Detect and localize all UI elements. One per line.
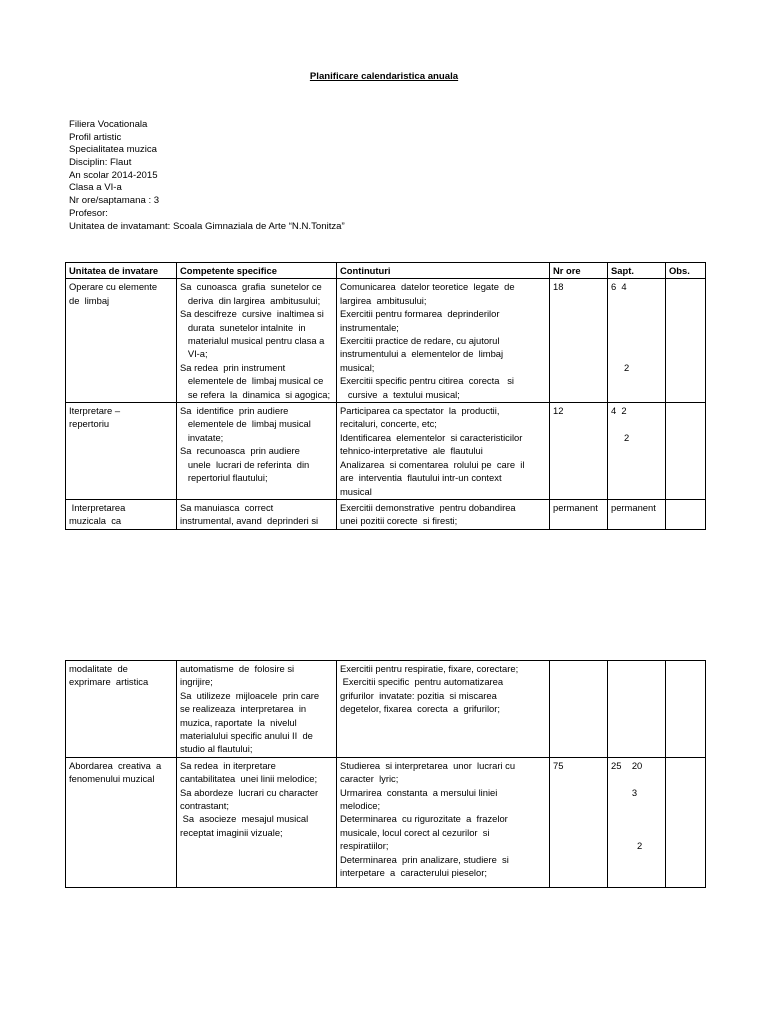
cell-line: Comunicarea datelor teoretice legate de [340,281,515,293]
cell-line: deriva din largirea ambitusului; [180,294,321,306]
cell-line [611,662,662,675]
cell-competente [177,757,337,887]
cell-unitatea [66,279,177,403]
cell-line: Sa utilizeze mijloacele prin care [180,689,320,701]
cell-line: musical; [340,361,375,373]
cell-line: respiratiilor; [340,840,389,852]
cell-line: 4 2 [611,405,627,417]
cell-line: muzicala ca [69,515,122,527]
cell-competente [177,499,337,529]
cell-line: Interpretarea [69,501,126,513]
cell-line: Operare cu elemente [69,281,158,293]
cell-line: interpetare a caracterului pieselor; [340,867,487,879]
info-line: Specialitatea muzica [69,144,157,156]
cell-line: Sa abordeze lucrari cu character [180,786,319,798]
cell-line: 25 20 [611,759,643,771]
cell-line: caracter lyric; [340,773,399,785]
cell-line: Participarea ca spectator la productii, [340,405,500,417]
cell-line: Exercitii pentru respiratie, fixare, corectare; [340,663,519,674]
info-line: Disciplin: Flaut [69,157,132,169]
info-line: Clasa a VI-a [69,182,122,194]
cell-line: studio al flautului; [180,743,253,755]
cell-continuturi [337,403,550,500]
cell-unitatea [66,499,177,529]
cell-line: Exercitii pentru formarea deprinderilor [340,308,500,320]
table-row [66,661,706,758]
cell-line: musical [340,485,372,497]
cell-unitatea [66,757,177,887]
cell-line: Sa redea in iterpretare [180,759,276,771]
cell-line: 6 4 [611,281,627,293]
cell-line: Exercitii specific pentru automatizarea [340,676,504,688]
cell-competente [177,403,337,500]
cell-sapt [608,279,666,403]
cell-line: Sa cunoasca grafia sunetelor ce [180,281,322,293]
cell-line [611,321,662,334]
info-line: An scolar 2014-2015 [69,169,158,181]
cell-line: fenomenului muzical [69,773,155,785]
header-obs: Obs. [666,263,706,279]
cell-continuturi [337,499,550,529]
header-sapt: Sapt. [608,263,666,279]
cell-line: contrastant; [180,800,229,812]
cell-line: unei pozitii corecte si firesti; [340,515,458,527]
cell-line [611,772,662,785]
cell-line: elementele de limbaj musical ce [180,375,324,387]
page-title: Planificare calendaristica anuala [309,71,459,82]
cell-line: musicale, locul corect al cezurilor si [340,826,490,838]
info-line: Profesor: [69,207,108,219]
cell-line: repertoriul flautului; [180,472,268,484]
cell-obs [666,661,706,758]
cell-line: VI-a; [180,348,208,360]
info-line: Unitatea de invatamant: Scoala Gimnaziala de Arte “N.N.Tonitza” [69,220,345,232]
cell-line: receptat imaginii vizuale; [180,826,283,838]
cell-line: durata sunetelor intalnite in [180,321,306,333]
cell-line: materialul musical pentru clasa a [180,335,325,347]
cell-line: Studierea si interpretarea unor lucrari cu [340,759,516,771]
cell-nr-ore [550,661,608,758]
cell-line: de limbaj [69,294,110,306]
cell-line: se realizeaza interpretarea in [180,703,307,715]
cell-nr-ore: 18 [550,279,608,403]
cell-line: muzica, raportate la nivelul [180,716,297,728]
header-competente: Competente specifice [177,263,337,279]
info-line: Filiera Vocationala [69,119,148,130]
cell-line: Exercitii specific pentru citirea corecta si [340,375,515,387]
cell-line [611,417,662,430]
cell-sapt [608,757,666,887]
cell-line [611,799,662,812]
cell-nr-ore: 12 [550,403,608,500]
cell-line [611,294,662,307]
cell-line: instrumentale; [340,321,399,333]
cell-line: 3 [611,786,638,798]
cell-line: Exercitii practice de redare, cu ajutorul [340,335,500,347]
cell-line: Sa identifice prin audiere [180,405,289,417]
cell-line: Sa redea prin instrument [180,361,286,373]
cell-line [611,347,662,360]
cell-line: Iterpretare – [69,405,121,417]
cell-line: Sa asocieze mesajul musical [180,813,309,825]
info-line: Nr ore/saptamana : 3 [69,195,160,207]
cell-line: exprimare artistica [69,676,149,688]
cell-line: recitaluri, concerte, etc; [340,418,437,430]
cell-line: degetelor, fixarea corecta a grifurilor; [340,703,500,715]
info-line: Profil artistic [69,131,122,143]
cell-line: 2 [611,431,630,443]
cell-nr-ore: 75 [550,757,608,887]
cell-competente [177,661,337,758]
cell-obs [666,499,706,529]
cell-line [611,307,662,320]
header-nr-ore: Nr ore [550,263,608,279]
cell-line: Determinarea prin analizare, studiere si [340,853,509,865]
cell-line: 2 [611,840,643,852]
table-header-row [66,263,706,279]
cell-line: Sa recunoasca prin audiere [180,445,300,457]
cell-line: instrumental, avand deprinderi si [180,515,319,527]
cell-line: automatisme de folosire si [180,663,295,674]
header-continuturi: Continuturi [337,263,550,279]
table-row [66,279,706,403]
cell-line: melodice; [340,800,381,812]
planning-table [65,262,706,530]
cell-line [611,826,662,839]
cell-unitatea [66,661,177,758]
table-row [66,403,706,500]
cell-line: permanent [611,501,656,513]
cell-line: are interventia flautului intr-un context [340,472,502,484]
cell-line: instrumentului a elementelor de limbaj [340,348,504,360]
cell-line: unele lucrari de referinta din [180,458,310,470]
cell-line: Identificarea elementelor si caracteristicilor [340,431,523,443]
cell-line: se refera la dinamica si agogica; [180,388,331,400]
cell-nr-ore: permanent [550,499,608,529]
cell-line: invatate; [180,431,224,443]
cell-line: Determinarea cu rigurozitate a frazelor [340,813,508,825]
cell-line: Sa manuiasca correct [180,501,274,513]
cell-line: tehnico-interpretative ale flautului [340,445,483,457]
cell-competente [177,279,337,403]
cell-continuturi [337,279,550,403]
cell-line: largirea ambitusului; [340,294,427,306]
cell-sapt [608,499,666,529]
cell-line: Abordarea creativa a [69,759,162,771]
cell-sapt [608,661,666,758]
cell-line: cantabilitatea unei linii melodice; [180,773,318,785]
cell-line: ingrijire; [180,676,213,688]
cell-line: repertoriu [69,418,110,430]
info-block [69,118,345,232]
cell-line [611,334,662,347]
cell-line: Sa descifreze cursive inaltimea si [180,308,324,320]
cell-sapt [608,403,666,500]
cell-obs [666,403,706,500]
cell-continuturi [337,661,550,758]
cell-line: Urmarirea constanta a mersului liniei [340,786,498,798]
cell-line: grifurilor invatate: pozitia si miscarea [340,689,497,701]
table-row [66,757,706,887]
header-unitatea: Unitatea de invatare [66,263,177,279]
cell-line: 2 [611,361,630,373]
cell-continuturi [337,757,550,887]
table-row [66,499,706,529]
cell-unitatea [66,403,177,500]
cell-obs [666,757,706,887]
cell-line: materialului specific anului II de [180,730,313,742]
cell-obs [666,279,706,403]
cell-line: elementele de limbaj musical [180,418,311,430]
cell-line [611,812,662,825]
cell-line: Exercitii demonstrative pentru dobandirea [340,501,516,513]
cell-line: Analizarea si comentarea rolului pe care il [340,458,525,470]
cell-line: modalitate de [69,663,128,674]
cell-line: cursive a textului musical; [340,388,460,400]
planning-table-continued [65,660,706,888]
